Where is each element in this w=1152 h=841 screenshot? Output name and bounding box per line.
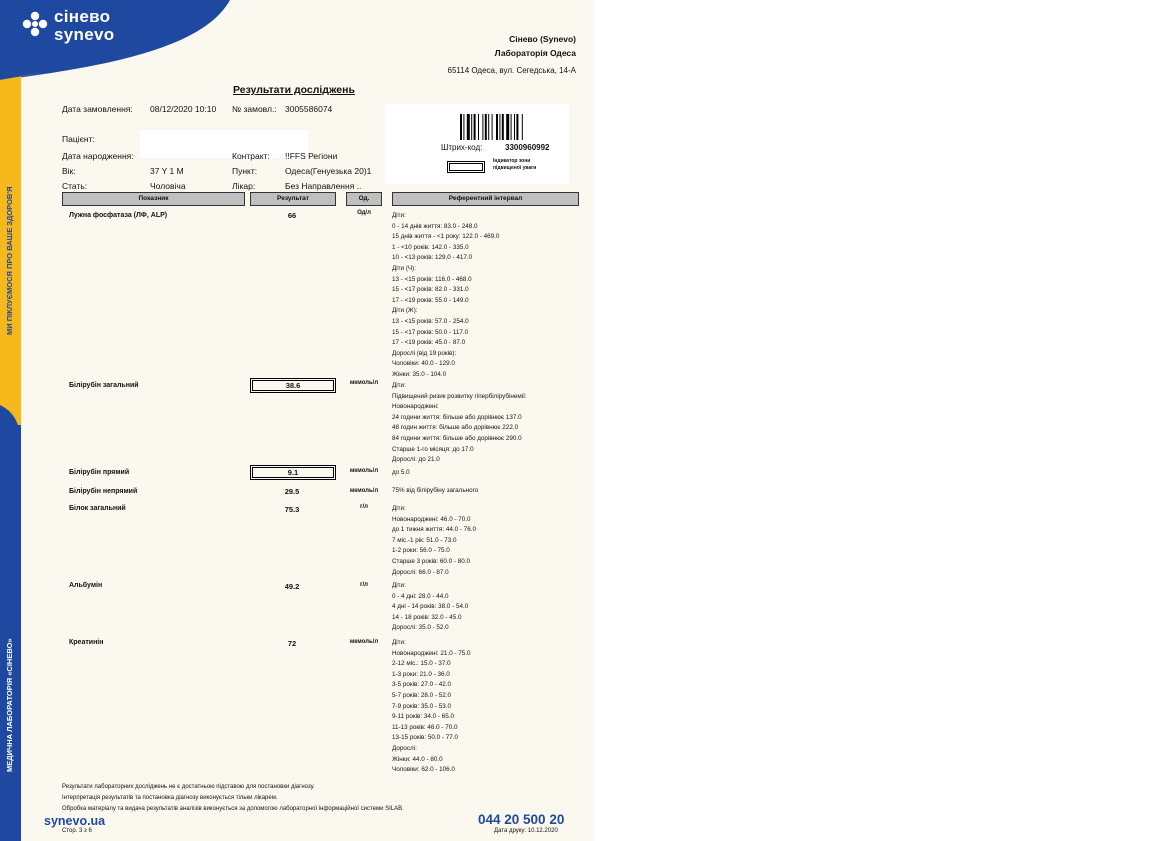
ref-line: 15 - <17 років: 82.0 - 331.0 bbox=[392, 286, 469, 294]
table-row bbox=[0, 465, 594, 485]
row-value: 72 bbox=[287, 639, 297, 648]
age-value: 37 Y 1 M bbox=[150, 166, 184, 176]
patient-redacted-block bbox=[140, 130, 308, 158]
order-date-label: Дата замовлення: bbox=[62, 104, 133, 114]
age-label: Вік: bbox=[62, 166, 76, 176]
row-unit: мкмоль/л bbox=[349, 380, 379, 386]
table-row bbox=[0, 486, 594, 500]
row-value: 66 bbox=[287, 211, 297, 220]
ref-line: Діти: bbox=[392, 582, 406, 589]
row-value: 29.5 bbox=[284, 487, 300, 496]
table-row bbox=[0, 503, 594, 576]
point-label: Пункт: bbox=[232, 166, 258, 176]
ref-line: Діти: bbox=[392, 505, 406, 512]
row-value: 75.3 bbox=[284, 505, 300, 514]
page-number: Стор. 3 з 6 bbox=[62, 828, 92, 834]
row-name: Альбумін bbox=[69, 582, 103, 589]
ref-line: 1-2 роки: 56.0 - 75.0 bbox=[392, 547, 450, 555]
ref-line: Новонароджені: bbox=[392, 403, 439, 411]
row-name: Лужна фосфатаза (ЛФ, ALP) bbox=[69, 212, 168, 219]
row-reference bbox=[392, 211, 499, 381]
ref-line: Жінки: 35.0 - 104.0 bbox=[392, 370, 447, 378]
row-unit: мкмоль/л bbox=[349, 488, 379, 494]
row-unit: Од/л bbox=[357, 210, 371, 216]
lab-address: 65114 Одеса, вул. Сегедська, 14-А bbox=[447, 66, 576, 75]
ref-line: Чоловіки: 62.0 - 106.0 bbox=[392, 766, 455, 774]
ref-line: 3-5 років: 27.0 - 42.0 bbox=[392, 681, 451, 689]
ref-line: 17 - <19 років: 55.0 - 149.0 bbox=[392, 296, 469, 304]
footer-note: Інтерпретація результатів та постановка діагнозу виконується тільки лікарем. bbox=[62, 795, 278, 801]
indicator-line1: Індикатор зони bbox=[493, 158, 531, 164]
ref-line: 48 годин життя: більше або дорівнює 222.0 bbox=[392, 424, 519, 432]
row-reference bbox=[392, 381, 527, 466]
ref-line: 7-9 років: 35.0 - 53.0 bbox=[392, 702, 451, 710]
ref-line: 24 години життя: більше або дорівнює 137.0 bbox=[392, 413, 522, 421]
ref-line: Підвищений ризик розвитку гіпербілірубінемії: bbox=[392, 392, 527, 400]
contract-label: Контракт: bbox=[232, 151, 270, 161]
ref-line: 5-7 років: 28.0 - 52.0 bbox=[392, 691, 451, 699]
ref-line: Діти: bbox=[392, 382, 406, 389]
row-reference bbox=[392, 581, 468, 634]
ref-line: Дорослі: 66.0 - 87.0 bbox=[392, 568, 449, 576]
ref-line: 14 - 18 років: 32.0 - 45.0 bbox=[392, 613, 462, 621]
ref-line: 7 міс.-1 рік: 51.0 - 73.0 bbox=[392, 536, 457, 544]
barcode-panel bbox=[385, 104, 569, 184]
barcode-icon bbox=[460, 114, 548, 140]
ref-line: 1 - <10 років: 142.0 - 335.0 bbox=[392, 243, 469, 251]
logo-text-lat: synevo bbox=[54, 25, 115, 44]
ref-line: Чоловіки: 40.0 - 129.0 bbox=[392, 360, 455, 368]
ref-line: до 1 тижня життя: 44.0 - 76.0 bbox=[392, 526, 476, 534]
ref-line: 9-11 років: 34.0 - 65.0 bbox=[392, 713, 454, 721]
print-date: Дата друку: 10.12.2020 bbox=[494, 828, 558, 834]
ref-line: 2-12 міс.: 15.0 - 37.0 bbox=[392, 660, 451, 668]
table-row bbox=[0, 636, 594, 776]
row-reference bbox=[392, 486, 478, 497]
doctor-label: Лікар: bbox=[232, 181, 256, 191]
row-unit: мкмоль/л bbox=[349, 468, 379, 474]
footer-note: Результати лабораторних досліджень не є достатньою підставою для постановки діагнозу. bbox=[62, 784, 315, 790]
contract-value: !!FFS Регіони bbox=[285, 151, 338, 161]
ref-line: Дорослі: до 21.0 bbox=[392, 456, 440, 464]
ref-line: 11-13 років: 46.0 - 70.0 bbox=[392, 723, 458, 731]
ref-line: 13 - <15 років: 57.0 - 254.0 bbox=[392, 317, 469, 325]
attention-indicator-box bbox=[447, 161, 485, 173]
row-unit: мкмоль/л bbox=[349, 639, 379, 645]
dob-label: Дата народження: bbox=[62, 151, 134, 161]
ref-line: Діти (Ч): bbox=[392, 264, 416, 272]
row-reference bbox=[392, 504, 476, 578]
row-reference bbox=[392, 468, 410, 479]
ref-line: 1-3 роки: 21.0 - 36.0 bbox=[392, 670, 450, 678]
flower-logo-icon bbox=[22, 11, 48, 37]
order-number-value: 3005586074 bbox=[285, 104, 333, 114]
ref-line: Діти: bbox=[392, 212, 406, 219]
ref-line: 4 дні - 14 років: 38.0 - 54.0 bbox=[392, 603, 469, 611]
ref-line: до 5.0 bbox=[392, 469, 410, 476]
table-row bbox=[0, 580, 594, 635]
order-number-label: № замовл.: bbox=[232, 104, 277, 114]
row-value-flagged: 9.1 bbox=[250, 465, 336, 480]
ref-line: 84 години життя: більше або дорівнює 290.0 bbox=[392, 434, 522, 442]
barcode-value: 3300960992 bbox=[505, 143, 550, 152]
lab-name: Сінево (Synevo) bbox=[509, 34, 576, 44]
ref-line: 15 днів життя - <1 року: 122.0 - 469.0 bbox=[392, 233, 500, 241]
row-name: Креатинін bbox=[69, 639, 104, 646]
ref-line: Новонароджені: 46.0 - 70.0 bbox=[392, 515, 471, 523]
patient-label: Пацієнт: bbox=[62, 134, 95, 144]
attention-indicator-text bbox=[493, 158, 536, 172]
website-link[interactable]: synevo.ua bbox=[44, 814, 106, 828]
row-unit: г/л bbox=[360, 582, 368, 588]
ref-line: 17 - <19 років: 45.0 - 87.0 bbox=[392, 339, 466, 347]
ref-line: Діти (Ж): bbox=[392, 307, 418, 315]
header-reference: Референтний інтервал bbox=[392, 192, 579, 206]
header-result: Результат bbox=[250, 192, 336, 206]
ref-line: 0 - 4 дні: 28.0 - 44.0 bbox=[392, 592, 449, 600]
row-name: Білок загальний bbox=[69, 505, 126, 512]
ref-line: 0 - 14 днів життя: 83.0 - 248.0 bbox=[392, 222, 478, 230]
phone-number: 044 20 500 20 bbox=[478, 812, 565, 827]
ref-line: Діти: bbox=[392, 639, 406, 646]
side-name: МЕДИЧНА ЛАБОРАТОРІЯ «СІНЕВО» bbox=[5, 638, 14, 772]
header-unit: Од. bbox=[346, 192, 382, 206]
ref-line: 10 - <13 років: 129.0 - 417.0 bbox=[392, 254, 473, 262]
ref-line: Старше 1-го місяця: до 17.0 bbox=[392, 445, 474, 453]
ref-line: Дорослі (від 19 років): bbox=[392, 349, 457, 357]
ref-line: Новонароджені: 21.0 - 75.0 bbox=[392, 649, 471, 657]
ref-line: 15 - <17 років: 50.0 - 117.0 bbox=[392, 328, 469, 336]
sex-label: Стать: bbox=[62, 181, 88, 191]
header-parameter: Показник bbox=[62, 192, 245, 206]
ref-line: Жінки: 44.0 - 80.0 bbox=[392, 755, 443, 763]
row-name: Білірубін непрямий bbox=[69, 488, 138, 495]
indicator-line2: підвищеної уваги bbox=[493, 165, 537, 171]
ref-line: 13 - <15 років: 116.0 - 468.0 bbox=[392, 275, 472, 283]
table-row bbox=[0, 378, 594, 464]
ref-line: Дорослі: 35.0 - 52.0 bbox=[392, 624, 449, 632]
lab-branch: Лабораторія Одеса bbox=[494, 48, 576, 58]
row-value-flagged: 38.6 bbox=[250, 378, 336, 393]
side-slogan: МИ ПІКЛУЄМОСЯ ПРО ВАШЕ ЗДОРОВ'Я bbox=[5, 186, 14, 335]
row-name: Білірубін прямий bbox=[69, 469, 130, 476]
row-value: 49.2 bbox=[284, 582, 300, 591]
row-name: Білірубін загальний bbox=[69, 382, 139, 389]
sex-value: Чоловіча bbox=[150, 181, 186, 191]
ref-line: Старше 3 років: 60.0 - 80.0 bbox=[392, 557, 471, 565]
doctor-value: Без Направлення .. bbox=[285, 181, 362, 191]
ref-line: 13-15 років: 50.0 - 77.0 bbox=[392, 734, 458, 742]
footer-note: Обробка матеріалу та видача результатів аналізів виконується за допомогою лабораторної інформаційної системи SILAB. bbox=[62, 806, 404, 812]
ref-line: Дорослі: bbox=[392, 744, 417, 752]
ref-line: 75% від білірубіну загального bbox=[392, 487, 479, 494]
barcode-label: Штрих-код: bbox=[441, 143, 483, 152]
row-unit: г/л bbox=[360, 504, 368, 510]
point-value: Одеса(Генуезька 20)1 bbox=[285, 166, 372, 176]
order-date-value: 08/12/2020 10:10 bbox=[150, 104, 217, 114]
logo-text-cyr: сінево bbox=[54, 7, 111, 26]
page-title: Результати досліджень bbox=[233, 84, 355, 96]
row-reference bbox=[392, 638, 471, 776]
